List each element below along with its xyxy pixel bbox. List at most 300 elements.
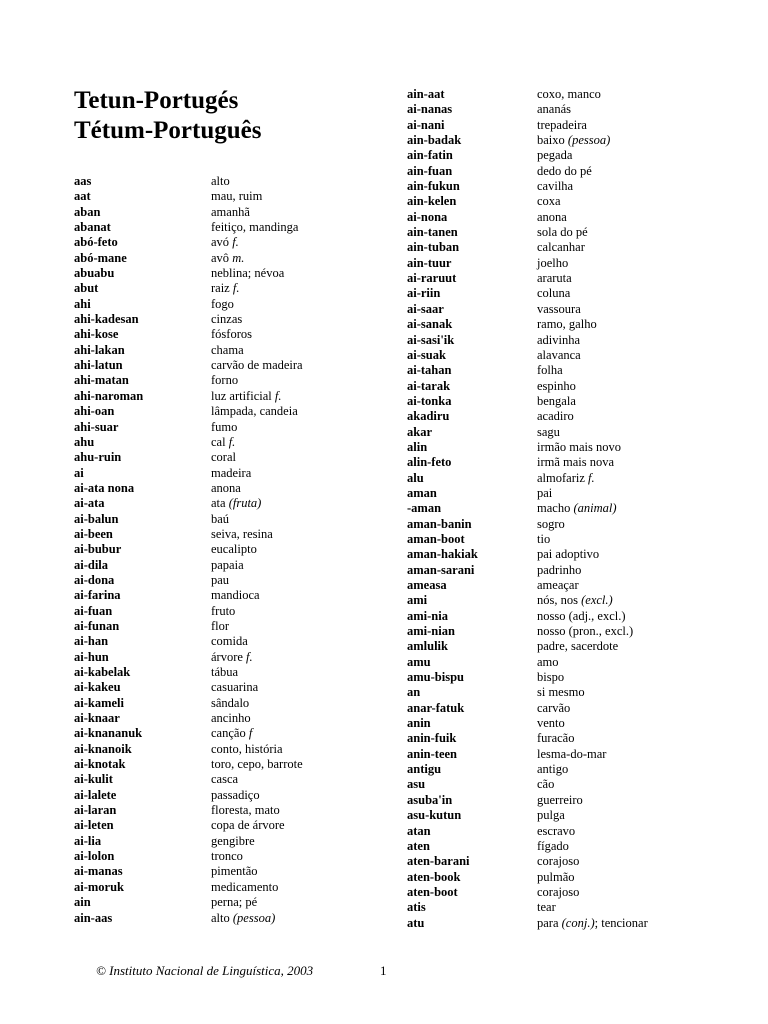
entry-definition: [537, 409, 574, 424]
entry-term: ain-aas: [74, 910, 113, 925]
dictionary-entry: [407, 118, 697, 133]
entry-term: ahi-matan: [74, 373, 129, 388]
definition-text: dedo do pé: [537, 163, 592, 178]
dictionary-entry: [74, 266, 384, 281]
dictionary-entry: [407, 701, 697, 716]
dictionary-entry: [74, 895, 384, 910]
definition-text: amo: [537, 654, 559, 669]
entry-definition: [537, 164, 592, 179]
entry-term: atis: [407, 900, 426, 915]
entry-definition: [211, 696, 249, 711]
dictionary-entry: [74, 281, 384, 296]
dictionary-entry: [74, 588, 384, 603]
definition-text: sândalo: [211, 695, 250, 710]
definition-text: copa de árvore: [211, 818, 285, 833]
dictionary-entry: [407, 517, 697, 532]
definition-text: amanhã: [211, 204, 250, 219]
dictionary-entry: [407, 916, 697, 931]
entry-definition: [537, 179, 573, 194]
entry-term: anin: [407, 716, 431, 731]
definition-text: irmão mais novo: [537, 439, 622, 454]
entry-term: ai-saar: [407, 301, 444, 316]
entry-term: ain: [74, 895, 91, 910]
entry-definition: [537, 471, 595, 486]
entry-term: alin: [407, 439, 428, 454]
entry-term: ai-knotak: [74, 757, 126, 772]
entry-definition: [537, 501, 617, 516]
dictionary-entry: [407, 747, 697, 762]
dictionary-entry: [74, 420, 384, 435]
definition-text: medicamento: [211, 879, 279, 894]
entry-term: ai-sasi'ik: [407, 332, 455, 347]
definition-text: conto, história: [211, 741, 283, 756]
definition-text: ata: [211, 496, 229, 511]
entry-term: ami: [407, 593, 428, 608]
entry-term: ai-dila: [74, 557, 109, 572]
entry-term: ai-funan: [74, 618, 120, 633]
entry-term: aten-barani: [407, 854, 470, 869]
entry-term: ain-fuan: [407, 163, 453, 178]
definition-text: espinho: [537, 378, 576, 393]
definition-text: comida: [211, 634, 248, 649]
entry-term: ai-ata nona: [74, 480, 135, 495]
dictionary-entry: [74, 312, 384, 327]
entry-term: aman-banin: [407, 516, 472, 531]
entry-definition: [211, 665, 238, 680]
entry-definition: [537, 563, 581, 578]
entry-definition: [211, 266, 284, 281]
entry-definition: [537, 839, 569, 854]
definition-text: calcanhar: [537, 240, 585, 255]
grammar-tag: f.: [232, 281, 240, 296]
dictionary-entry: [407, 363, 697, 378]
definition-text: adivinha: [537, 332, 581, 347]
entry-definition: [211, 496, 261, 511]
entry-column-right: [407, 87, 697, 931]
entry-term: abó-mane: [74, 250, 127, 265]
dictionary-entry: [407, 271, 697, 286]
dictionary-entry: [407, 731, 697, 746]
entry-definition: [537, 870, 575, 885]
entry-term: ai-fuan: [74, 603, 113, 618]
definition-text: padre, sacerdote: [537, 639, 619, 654]
dictionary-entry: [74, 711, 384, 726]
definition-text: pulga: [537, 808, 565, 823]
entry-term: abuabu: [74, 266, 115, 281]
entry-term: amu-bispu: [407, 670, 464, 685]
entry-definition: [211, 650, 253, 665]
entry-definition: [211, 757, 303, 772]
dictionary-entry: [407, 486, 697, 501]
definition-text: si mesmo: [537, 685, 585, 700]
definition-text: anona: [211, 480, 241, 495]
entry-term: ai-manas: [74, 864, 123, 879]
dictionary-entry: [74, 450, 384, 465]
definition-text: carvão de madeira: [211, 358, 303, 373]
entry-term: ai-raruut: [407, 271, 457, 286]
dictionary-entry: [74, 327, 384, 342]
entry-definition: [537, 194, 561, 209]
definition-text: nosso (pron., excl.): [537, 624, 634, 639]
definition-text: ameaçar: [537, 578, 579, 592]
entry-definition: [537, 808, 565, 823]
dictionary-entry: [74, 680, 384, 695]
entry-definition: [537, 333, 580, 348]
entry-definition: [211, 834, 255, 849]
entry-definition: [537, 547, 599, 562]
entry-definition: [211, 205, 250, 220]
entry-term: alu: [407, 470, 424, 485]
definition-text: cinzas: [211, 312, 243, 327]
entry-definition: [537, 731, 574, 746]
definition-text: pulmão: [537, 869, 575, 884]
entry-term: anin-teen: [407, 746, 457, 761]
dictionary-entry: [74, 634, 384, 649]
dictionary-entry: [407, 854, 697, 869]
dictionary-entry: [74, 235, 384, 250]
dictionary-entry: [407, 194, 697, 209]
title-line-1: Tetun-Portugés: [74, 87, 239, 114]
entry-term: ahi-kadesan: [74, 312, 139, 327]
entry-definition: [537, 639, 618, 654]
definition-text: avó: [211, 235, 233, 250]
definition-text: casuarina: [211, 680, 259, 695]
entry-definition: [211, 389, 281, 404]
definition-text: macho: [537, 501, 574, 516]
entry-term: ahi-lakan: [74, 342, 125, 357]
dictionary-entry: [407, 624, 697, 639]
dictionary-entry: [407, 179, 697, 194]
entry-definition: [537, 593, 613, 608]
definition-text: cal: [211, 434, 229, 449]
dictionary-entry: [407, 716, 697, 731]
dictionary-entry: [74, 404, 384, 419]
dictionary-entry: [74, 864, 384, 879]
entry-definition: [211, 818, 285, 833]
entry-term: ai-kakeu: [74, 680, 121, 695]
dictionary-entry: [407, 762, 697, 777]
definition-text: floresta, mato: [211, 803, 280, 818]
dictionary-entry: [74, 220, 384, 235]
entry-term: ahi-latun: [74, 358, 123, 373]
dictionary-entry: [74, 343, 384, 358]
entry-definition: [537, 486, 552, 501]
dictionary-entry: [74, 772, 384, 787]
grammar-tag: (excl.): [581, 593, 613, 608]
grammar-tag: f.: [246, 649, 253, 664]
definition-text: papaia: [211, 557, 244, 572]
dictionary-entry: [74, 834, 384, 849]
dictionary-entry: [407, 409, 697, 424]
dictionary-entry: [407, 210, 697, 225]
dictionary-entry: [74, 818, 384, 833]
entry-definition: [211, 435, 235, 450]
entry-term: ai-laran: [74, 803, 117, 818]
definition-text: baixo: [537, 133, 568, 148]
dictionary-entry: [407, 333, 697, 348]
definition-text: pau: [211, 572, 230, 587]
entry-definition: [537, 133, 610, 148]
grammar-tag: f.: [274, 388, 282, 403]
dictionary-entry: [407, 286, 697, 301]
dictionary-entry: [407, 639, 697, 654]
dictionary-entry: [74, 174, 384, 189]
definition-text: araruta: [537, 271, 572, 286]
grammar-tag: f.: [232, 235, 239, 250]
dictionary-entry: [407, 593, 697, 608]
definition-text: sogro: [537, 516, 565, 531]
dictionary-entry: [74, 573, 384, 588]
entry-term: ai-farina: [74, 588, 121, 603]
entry-definition: [537, 716, 565, 731]
entry-term: ai-lolon: [74, 849, 115, 864]
dictionary-entry: [74, 527, 384, 542]
dictionary-entry: [74, 650, 384, 665]
dictionary-entry: [407, 532, 697, 547]
entry-term: ahi-naroman: [74, 388, 144, 403]
definition-text: alavanca: [537, 347, 581, 362]
entry-definition: [537, 87, 601, 102]
definition-text: fogo: [211, 296, 234, 311]
dictionary-entry: [74, 880, 384, 895]
definition-text: ananás: [537, 102, 572, 117]
definition-text: pegada: [537, 148, 573, 163]
entry-definition: [211, 466, 251, 481]
entry-term: ai-nona: [407, 209, 448, 224]
definition-text: mandioca: [211, 588, 260, 603]
definition-text: guerreiro: [537, 792, 583, 807]
grammar-tag: (pessoa): [567, 133, 611, 148]
dictionary-entry: [74, 466, 384, 481]
definition-text: padrinho: [537, 562, 582, 577]
entry-term: ameasa: [407, 578, 447, 592]
dictionary-entry: [74, 604, 384, 619]
entry-term: ain-tuban: [407, 240, 460, 255]
entry-term: ain-aat: [407, 87, 445, 101]
dictionary-entry: [407, 302, 697, 317]
dictionary-entry: [74, 496, 384, 511]
dictionary-entry: [74, 189, 384, 204]
entry-term: aman-hakiak: [407, 547, 478, 562]
entry-term: amu: [407, 654, 431, 669]
entry-term: ain-tuur: [407, 255, 452, 270]
grammar-tag: f: [248, 726, 253, 741]
dictionary-entry: [407, 824, 697, 839]
dictionary-entry: [407, 655, 697, 670]
entry-definition: [537, 747, 606, 762]
definition-text: alto: [211, 910, 233, 925]
dictionary-entry: [407, 102, 697, 117]
dictionary-entry: [407, 501, 697, 516]
grammar-tag: m.: [232, 250, 245, 265]
dictionary-entry: [407, 133, 697, 148]
entry-definition: [537, 394, 576, 409]
definition-text: raiz: [211, 281, 233, 296]
entry-term: ai-moruk: [74, 879, 124, 894]
definition-text: acadiro: [537, 409, 574, 424]
entry-definition: [537, 624, 633, 639]
definition-text: mau, ruim: [211, 189, 263, 204]
entry-term: ain-kelen: [407, 194, 457, 209]
entry-definition: [537, 256, 568, 271]
entry-term: atu: [407, 915, 425, 930]
definition-text: forno: [211, 373, 239, 388]
entry-term: ahu-ruin: [74, 450, 122, 465]
entry-definition: [537, 302, 581, 317]
entry-definition: [537, 885, 579, 900]
entry-definition: [537, 348, 581, 363]
dictionary-entry: [74, 911, 384, 926]
dictionary-entry: [74, 757, 384, 772]
entry-term: aat: [74, 189, 91, 204]
dictionary-entry: [407, 240, 697, 255]
dictionary-entry: [407, 164, 697, 179]
entry-definition: [537, 102, 571, 117]
entry-definition: [537, 118, 587, 133]
entry-definition: [211, 343, 244, 358]
dictionary-entry: [407, 455, 697, 470]
entry-definition: [537, 900, 556, 915]
entry-term: ai-lia: [74, 833, 102, 848]
dictionary-entry: [74, 803, 384, 818]
entry-definition: [211, 189, 262, 204]
entry-definition: [537, 609, 626, 624]
entry-definition: [211, 235, 239, 250]
entry-term: anar-fatuk: [407, 700, 465, 715]
definition-text: tábua: [211, 665, 239, 679]
dictionary-entry: [74, 358, 384, 373]
entry-term: ai-sanak: [407, 317, 453, 332]
dictionary-entry: [74, 435, 384, 450]
entry-term: akadiru: [407, 409, 450, 424]
entry-term: ai-kameli: [74, 695, 124, 710]
definition-text: eucalipto: [211, 542, 257, 557]
entry-definition: [211, 558, 244, 573]
entry-term: ai-dona: [74, 572, 115, 587]
entry-definition: [211, 680, 258, 695]
entry-definition: [537, 225, 588, 240]
copyright-footer: © Instituto Nacional de Linguística, 2003: [96, 963, 314, 978]
entry-term: aman-boot: [407, 531, 465, 546]
entry-term: aban: [74, 204, 101, 219]
grammar-tag: f.: [228, 434, 236, 449]
definition-text: casca: [211, 772, 239, 787]
entry-definition: [211, 220, 298, 235]
entry-definition: [537, 148, 572, 163]
entry-term: ai-kulit: [74, 772, 113, 787]
entry-term: asu: [407, 777, 426, 792]
definition-text: fósforos: [211, 327, 252, 342]
definition-text: antigo: [537, 762, 569, 777]
dictionary-entry: [74, 251, 384, 266]
dictionary-entry: [74, 512, 384, 527]
definition-text: fumo: [211, 419, 238, 434]
entry-definition: [211, 911, 275, 926]
entry-definition: [537, 578, 579, 593]
entry-term: ai-tarak: [407, 378, 451, 393]
definition-text: canção: [211, 726, 249, 741]
definition-text: seiva, resina: [211, 526, 273, 541]
entry-definition: [211, 481, 241, 496]
definition-text: coxa: [537, 194, 561, 209]
definition-text: sola do pé: [537, 225, 588, 240]
dictionary-entry: [407, 87, 697, 102]
definition-text: coxo, manco: [537, 87, 601, 101]
entry-definition: [537, 655, 559, 670]
entry-definition: [211, 420, 237, 435]
definition-text: joelho: [537, 255, 569, 270]
definition-text: sagu: [537, 424, 560, 439]
entry-definition: [537, 701, 570, 716]
grammar-tag: f.: [588, 470, 595, 485]
entry-term: ain-tanen: [407, 225, 458, 240]
entry-term: antigu: [407, 762, 442, 777]
entry-definition: [211, 711, 251, 726]
dictionary-entry: [74, 665, 384, 680]
definition-text: pai adoptivo: [537, 547, 600, 562]
entry-term: ai-nani: [407, 117, 445, 132]
entry-definition: [537, 210, 567, 225]
dictionary-entry: [407, 148, 697, 163]
entry-definition: [211, 358, 303, 373]
entry-definition: [537, 532, 550, 547]
entry-definition: [211, 864, 258, 879]
definition-text: luz artificial: [211, 388, 275, 403]
dictionary-entry: [407, 793, 697, 808]
entry-term: ai-knanoik: [74, 741, 132, 756]
dictionary-entry: [407, 578, 697, 593]
definition-text: anona: [537, 209, 567, 224]
entry-definition: [211, 634, 248, 649]
entry-term: ami-nia: [407, 608, 448, 623]
definition-text: nosso (adj., excl.): [537, 608, 626, 623]
entry-term: ai-tonka: [407, 393, 452, 408]
entry-definition: [211, 174, 230, 189]
entry-definition: [211, 895, 257, 910]
entry-term: ami-nian: [407, 624, 455, 639]
dictionary-entry: [74, 696, 384, 711]
entry-term: aas: [74, 174, 92, 188]
definition-text: furacão: [537, 731, 575, 746]
definition-text: coluna: [537, 286, 571, 301]
entry-term: ai-knaar: [74, 711, 120, 726]
grammar-tag: (animal): [573, 501, 617, 516]
entry-definition: [211, 849, 243, 864]
definition-text: toro, cepo, barrote: [211, 757, 303, 772]
dictionary-entry: [74, 849, 384, 864]
dictionary-entry: [407, 440, 697, 455]
entry-term: asu-kutun: [407, 808, 462, 823]
entry-term: aten-book: [407, 869, 461, 884]
entry-term: ahi-suar: [74, 419, 119, 434]
entry-definition: [537, 440, 621, 455]
entry-term: aten: [407, 838, 430, 853]
entry-term: ai-been: [74, 526, 113, 541]
dictionary-entry: [407, 225, 697, 240]
definition-text: ramo, galho: [537, 317, 597, 332]
definition-text: almofariz: [537, 470, 589, 485]
dictionary-entry: [74, 389, 384, 404]
definition-text: escravo: [537, 823, 576, 838]
entry-definition: [537, 793, 583, 808]
definition-text: fígado: [537, 838, 569, 853]
entry-definition: [211, 404, 298, 419]
entry-definition: [537, 670, 564, 685]
entry-definition: [537, 916, 648, 931]
entry-definition: [537, 240, 585, 255]
dictionary-entry: [74, 788, 384, 803]
definition-text: avô: [211, 250, 233, 265]
